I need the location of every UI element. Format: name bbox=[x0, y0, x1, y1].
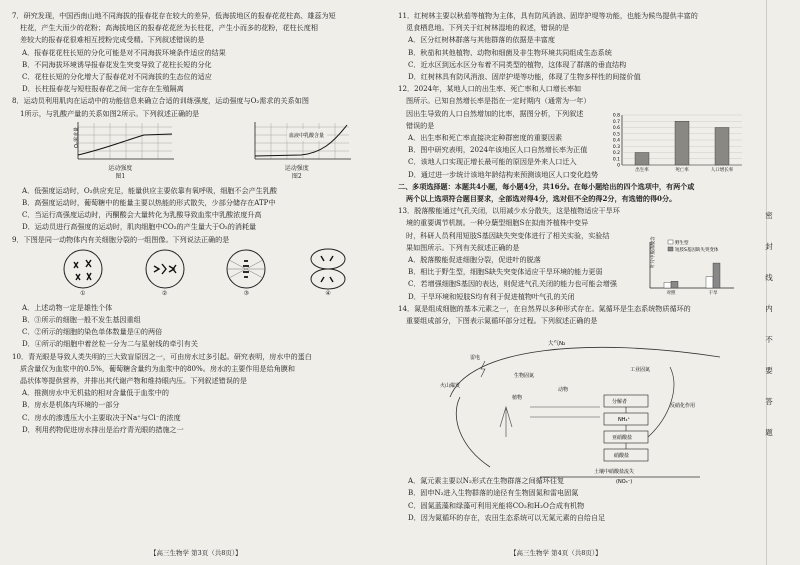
q9-option-b[interactable]: B．③所示的细胞一般不发生基因重组 bbox=[22, 315, 141, 325]
q12-bar bbox=[675, 121, 689, 165]
footer-page-4: 【高三生物学 第4页（共8页）】 bbox=[510, 549, 602, 557]
q12-line1: 12．2024年，某地人口的出生率、死亡率和人口增长率如 bbox=[398, 84, 582, 94]
q13-line4: 果如图所示。下列有关叙述正确的是 bbox=[406, 242, 520, 252]
label-lightning: 雷电 bbox=[470, 355, 481, 361]
q14-line2: 重要组成部分，下图表示氮循环部分过程。下列叙述正确的是 bbox=[406, 316, 598, 326]
q9-option-a[interactable]: A．上述动物一定是雄性个体 bbox=[22, 302, 113, 312]
q10-option-a[interactable]: A．推测房水中无机盐的相对含量低于血浆中的 bbox=[22, 388, 169, 398]
q10-option-d[interactable]: D．利用药物促进房水排出是治疗青光眼的措施之一 bbox=[22, 424, 184, 434]
q8-line2: 1所示，与乳酸产量的关系如图2所示。下列叙述正确的是 bbox=[20, 108, 200, 118]
figure-2-curve-label: 血液中乳酸含量 bbox=[288, 132, 324, 139]
cell-2 bbox=[138, 248, 192, 300]
q13-line3: 时，科研人员利用短肢S基因缺失突变体进行了相关实验，实验结 bbox=[406, 230, 610, 240]
q13-chart-ylabel: 叶片中脱落酸含量/(ng·g⁻¹) bbox=[651, 236, 656, 268]
q13-line2: 境的重要调节机制。一种分蘖型细胞S在拟南芥植株中变异 bbox=[406, 218, 589, 228]
cell-4-drawing bbox=[301, 248, 355, 290]
q9-stem: 9．下图是同一动物体内有关细胞分裂的一组图像。下列说法正确的是 bbox=[12, 234, 230, 244]
side-char-3: 线 bbox=[765, 273, 773, 282]
legend-swatch-wild bbox=[668, 240, 673, 244]
q11-option-b[interactable]: B．秋茄和其他植物、动物和细菌及非生物环境共同组成生态系统 bbox=[408, 47, 612, 57]
q12-ytick-label: 0 bbox=[617, 163, 620, 169]
cell-1-label: ① bbox=[80, 289, 86, 297]
figure-2 bbox=[241, 121, 353, 181]
side-char-6: 要 bbox=[765, 366, 773, 375]
binding-line-notice bbox=[764, 200, 774, 448]
q12-option-c[interactable]: C．该地人口实现正增长最可能的原因是外来人口迁入 bbox=[408, 157, 577, 167]
figure-1-ylabel: O₂需求量 bbox=[74, 126, 81, 148]
q10-line1: 10．青光眼是导致人类失明的三大致盲原因之一，可由房水过多引起。研究表明，房水中的蛋白 bbox=[12, 351, 312, 361]
section-2-header-line2: 两个以上选项符合题目要求，全部选对得4分，选对但不全的得2分，有选错的得0分。 bbox=[406, 194, 677, 204]
q14-option-c[interactable]: C．固氮蓝藻和绿藻可利用光能将CO₂和H₂O合成有机物 bbox=[408, 500, 585, 510]
figure-1-caption: 图1 bbox=[115, 172, 126, 180]
q8-figures bbox=[32, 121, 385, 185]
figure-1 bbox=[64, 121, 176, 181]
cell-3 bbox=[219, 248, 273, 300]
label-biological-fixation: 生物固氮 bbox=[514, 373, 535, 379]
q12-chart-svg bbox=[606, 111, 746, 175]
label-industrial-fixation: 工业固氮 bbox=[630, 367, 651, 373]
q11-option-c[interactable]: C．近水区到远水区分布着不同类型的植物，这体现了群落的垂直结构 bbox=[408, 59, 627, 69]
q13-category-label: 干旱 bbox=[708, 291, 718, 296]
legend-swatch-mutant bbox=[668, 247, 673, 251]
q10-option-c[interactable]: C．房水的渗透压大小主要取决于Na⁺与Cl⁻的浓度 bbox=[22, 412, 181, 422]
q12-category-label: 人口增长率 bbox=[710, 168, 734, 173]
label-denitrification: 反硝化作用 bbox=[670, 403, 696, 409]
figure-2-xlabel: 运动强度 bbox=[284, 164, 309, 172]
cell-1-drawing bbox=[56, 248, 110, 290]
q12-ytick-label: 0.1 bbox=[612, 157, 620, 163]
q13-bar bbox=[664, 282, 671, 288]
q13-category-label: 对照 bbox=[666, 291, 676, 296]
q12-ytick-label: 0.8 bbox=[612, 113, 620, 119]
q12-option-b[interactable]: B．图中研究表明，2024年该地区人口自然增长率为正值 bbox=[408, 145, 588, 155]
q14-option-d[interactable]: D．因为氮循环的存在，农田生态系统可以无氮元素的自给自足 bbox=[408, 512, 606, 522]
side-char-2: 封 bbox=[765, 242, 773, 251]
q12-option-d[interactable]: D．通过进一步统计该地年龄结构来预测该地区人口变化趋势 bbox=[408, 169, 599, 179]
q8-option-a[interactable]: A．低强度运动时，O₂供应充足，能量供应主要依靠有氧呼吸，细胞不会产生乳酸 bbox=[22, 185, 277, 195]
legend-wild-type: 野生型 bbox=[675, 241, 689, 246]
q12-category-label: 出生率 bbox=[635, 168, 649, 173]
label-nitrate: 硝酸盐 bbox=[614, 453, 630, 459]
q11-option-d[interactable]: D．红树林具有防风消浪、固岸护堤等功能，体现了生物多样性的间接价值 bbox=[408, 72, 641, 82]
q12-category-label: 死亡率 bbox=[675, 168, 689, 173]
label-volcano: 火山爆发 bbox=[440, 383, 461, 389]
q11-line2: 觅食栖息地。下列关于红树林湿地的叙述，错误的是 bbox=[406, 23, 570, 33]
label-plant: 植物 bbox=[512, 395, 523, 401]
q12-ytick-label: 0.2 bbox=[612, 151, 620, 156]
side-char-7: 答 bbox=[765, 397, 773, 406]
q8-option-c[interactable]: C．当运行高强度运动时，丙酮酸会大量转化为乳酸导致血浆中乳酸浓度升高 bbox=[22, 210, 262, 220]
q12-line3: 因出生导致的人口自然增加的比率，据图分析，下列叙述 bbox=[406, 108, 584, 118]
section-2-header-line1: 二、多项选择题：本题共4小题，每小题4分，共16分。在每小题给出的四个选项中，有两个或 bbox=[398, 181, 695, 191]
side-char-8: 题 bbox=[765, 428, 773, 437]
q8-line1: 8．运动员利用肌肉在运动中的功能信息来确立合适的训练强度，运动强度与O₂需求的关系如图 bbox=[12, 96, 309, 106]
label-nitrite: 亚硝酸盐 bbox=[612, 435, 633, 441]
q13-bar bbox=[706, 277, 713, 288]
cell-4-label: ④ bbox=[325, 289, 331, 297]
q12-ytick-label: 0.4 bbox=[612, 138, 620, 144]
label-no3: (NO₃⁻) bbox=[616, 479, 633, 485]
q13-option-d[interactable]: D．干旱环境和短肢S均有利于促进植物叶气孔的关闭 bbox=[408, 291, 575, 301]
side-char-1: 密 bbox=[765, 211, 773, 220]
cell-1 bbox=[56, 248, 110, 300]
q12-option-a[interactable]: A．出生率和死亡率直接决定种群密度的重要因素 bbox=[408, 133, 563, 143]
q12-bar-chart bbox=[606, 111, 746, 175]
cell-2-label: ② bbox=[161, 289, 168, 297]
q7-option-c[interactable]: C．花柱长短的分化增大了报春花对不同海拔的生态位的适应 bbox=[22, 72, 212, 82]
q7-line1: 7．研究发现，中国西南山地不同海拔的报春花存在较大的差异，低海拔地区的报春花花柱高、雄蕊为短 bbox=[12, 11, 336, 20]
figure-1-xlabel: 运动强度 bbox=[108, 164, 133, 172]
figure-2-caption: 图2 bbox=[291, 172, 302, 180]
q8-option-b[interactable]: B．高强度运动时，葡萄糖中的能量主要以热能的形式散失，少部分储存在ATP中 bbox=[22, 198, 276, 208]
q14-option-a[interactable]: A．氮元素主要以N₂形式在生物群落之间循环往复 bbox=[408, 476, 565, 486]
cell-3-label: ③ bbox=[243, 289, 250, 297]
q13-bar-chart bbox=[628, 236, 738, 298]
side-char-5: 不 bbox=[765, 335, 773, 344]
left-column bbox=[12, 10, 385, 436]
label-ammonium: NH₄⁺ bbox=[618, 417, 631, 423]
q13-bar bbox=[671, 281, 678, 288]
q7-option-b[interactable]: B．不同海拔环境诱导报春花发生突变导致了花柱长短的分化 bbox=[22, 59, 212, 69]
q10-line3: 晶状体等提供营养，并排出其代谢产物和维持眼内压。下列叙述错误的是 bbox=[20, 376, 247, 386]
q11-line1: 11．红树林主要以秋茄等植物为主体，具有防风消浪、固岸护堤等功能，也能为候鸟提供丰富的 bbox=[398, 11, 698, 20]
q13-line1: 13．脱落酸能通过气孔关闭，以用减少水分散失，这是植物适应干旱环 bbox=[398, 206, 620, 216]
q12-bar bbox=[715, 128, 729, 166]
q14-option-b[interactable]: B．固申N₂进入生物群落的途径有生物固氮和雷电固氮 bbox=[408, 488, 579, 498]
footer-page-3: 【高三生物学 第3页（共8页）】 bbox=[150, 549, 242, 557]
q12-ytick-label: 0.5 bbox=[612, 132, 620, 138]
q9-option-c[interactable]: C．②所示的细胞的染色单体数量是④的两倍 bbox=[22, 327, 163, 337]
q10-line2: 质含量仅为血浆中的0.5%，葡萄糖含量约为血浆中的80%。房水的主要作用是给角膜和 bbox=[20, 363, 295, 373]
q9-option-d[interactable]: D．④所示的细胞中着丝粒一分为二与星射线的牵引有关 bbox=[22, 339, 198, 349]
nitrogen-cycle-svg bbox=[430, 337, 730, 485]
q13-bar bbox=[713, 263, 720, 288]
q13-option-b[interactable]: B．相比于野生型，细胞S缺失突变体适应干旱环境的能力更弱 bbox=[408, 267, 603, 277]
q10-option-b[interactable]: B．房水是机体内环境的一部分 bbox=[22, 400, 120, 410]
legend-mutant: 短肢S基因缺失突变体 bbox=[675, 248, 719, 253]
label-atmospheric-n2: 大气N₂ bbox=[548, 341, 566, 347]
cell-4 bbox=[301, 248, 355, 300]
side-char-4: 内 bbox=[765, 304, 773, 313]
q12-line4: 错误的是 bbox=[406, 120, 435, 130]
q12-line2: 图所示。已知自然增长率是指在一定时期内（通常为一年） bbox=[406, 96, 591, 106]
q13-option-c[interactable]: C．若增强细胞S基因的表达，则促进气孔关闭的能力也可能会增强 bbox=[408, 279, 617, 289]
label-decomposer: 分解者 bbox=[612, 399, 628, 405]
cell-2-drawing bbox=[138, 248, 192, 290]
q12-ytick-label: 0.3 bbox=[612, 144, 620, 150]
q7-option-a[interactable]: A．报春花花柱长短的分化可能是对不同海拔环境条件适应的结果 bbox=[22, 47, 226, 57]
cell-3-drawing bbox=[219, 248, 273, 290]
q11-option-a[interactable]: A．区分红树林群落与其他群落的依据是丰富度 bbox=[408, 35, 555, 45]
q12-ytick-label: 0.7 bbox=[612, 119, 620, 125]
q13-option-a[interactable]: A．脱落酸能促进细胞分裂，促进叶的脱落 bbox=[408, 255, 541, 265]
label-animal: 动物 bbox=[558, 387, 569, 393]
figure-2-graph bbox=[241, 121, 353, 165]
q13-chart-svg bbox=[628, 236, 738, 298]
q14-line1: 14．氮是组成细胞的基本元素之一，在自然界以多种形式存在。氮循环是生态系统物质循环的 bbox=[398, 303, 691, 313]
q12-bar bbox=[635, 153, 649, 166]
nitrogen-cycle-diagram bbox=[430, 337, 730, 485]
q7-option-d[interactable]: D．长柱报春花与短柱报春花之间一定存在生殖隔离 bbox=[22, 84, 184, 94]
q9-cell-images bbox=[42, 248, 369, 300]
q7-line3: 差较大的报春花很难相互授粉完成受精。下列叙述错误的是 bbox=[20, 35, 205, 45]
figure-1-graph bbox=[64, 121, 176, 165]
q7-line2: 柱花，产生大而少的花粉；高海拔地区的报春花花丝为长柱花，产生小而多的花粉，花柱长度相 bbox=[20, 23, 318, 33]
q12-ytick-label: 0.6 bbox=[612, 126, 620, 131]
label-nitrate-leaching: 土壤中硝酸盐流失 bbox=[594, 469, 635, 475]
q8-option-d[interactable]: D．运动员进行高强度的运动时，肌肉细胞中CO₂的产生量大于O₂的消耗量 bbox=[22, 222, 257, 232]
